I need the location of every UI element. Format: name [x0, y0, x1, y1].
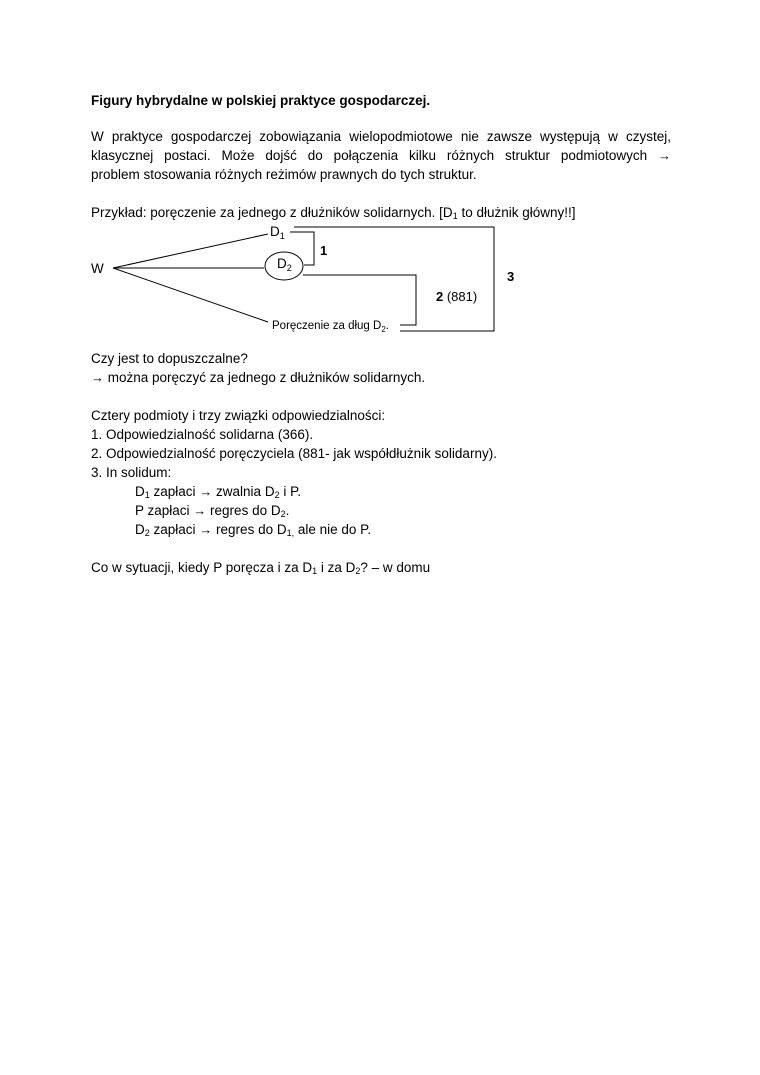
insolidum-line-1: $D_1$ zapłaci → zwalnia $D_2$ i P.: [135, 484, 302, 500]
poreczenie-label: Poręczenie za dług $D_2$.: [272, 320, 389, 334]
intro-line-1: W praktyce gospodarczej zobowiązania wielopodmiotowe nie zawsze występują w czystej,: [91, 129, 671, 144]
list-item-3: 3. In solidum:: [91, 465, 172, 480]
insolidum-line-3: $D_2$ zapłaci → regres do $D_{1,}$ ale nie do P.: [135, 522, 372, 538]
bracket-1: [290, 232, 314, 265]
w-label: W: [91, 261, 104, 276]
right-arrow-icon: →: [91, 370, 104, 385]
list-item-1: 1. Odpowiedzialność solidarna (366).: [91, 427, 314, 442]
closing-line: Co w sytuacji, kiedy P poręcza i za $D_1$ i za $D_2$? – w domu: [91, 560, 431, 576]
bracket-2: [303, 275, 416, 325]
diagram-line-w-d1: [113, 234, 268, 268]
relation-1-label: 1: [320, 243, 328, 258]
answer-text: można poręczyć za jednego z dłużników solidarnych.: [107, 370, 426, 385]
relation-3-label: 3: [507, 269, 515, 284]
d2-label: $D_2$: [277, 256, 292, 273]
insolidum-line-2: P zapłaci → regres do $D_2$.: [135, 503, 290, 519]
intro-line-3: problem stosowania różnych reżimów prawnych do tych struktur.: [91, 167, 477, 182]
question-line: Czy jest to dopuszczalne?: [91, 351, 248, 366]
solidarity-diagram: [0, 0, 760, 340]
right-arrow-icon: →: [657, 148, 671, 163]
list-heading: Cztery podmioty i trzy związki odpowiedzialności:: [91, 408, 386, 423]
diagram-line-w-p: [113, 268, 268, 322]
answer-line: [91, 369, 425, 387]
right-arrow-icon: →: [193, 503, 207, 518]
right-arrow-icon: →: [199, 522, 213, 537]
list-item-2: 2. Odpowiedzialność poręczyciela (881- jak współdłużnik solidarny).: [91, 446, 497, 461]
relation-2-label: 2 (881): [436, 289, 478, 304]
example-suffix: to dłużnik główny!!]: [457, 205, 576, 220]
d1-label: $D_1$: [270, 224, 285, 241]
document-title: Figury hybrydalne w polskiej praktyce gospodarczej.: [91, 93, 431, 108]
intro-line-2-text: klasycznej postaci. Może dojść do połączenia kilku różnych struktur podmiotowych: [91, 148, 648, 163]
example-subscript: 1: [452, 211, 458, 221]
example-prefix: Przykład: poręczenie za jednego z dłużników solidarnych. [D: [91, 205, 453, 220]
right-arrow-icon: →: [199, 484, 213, 499]
